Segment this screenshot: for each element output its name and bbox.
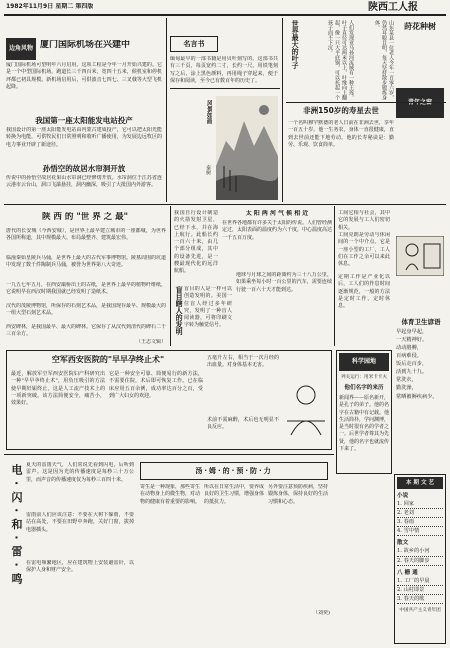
col3-vertical-title: 世界最大的叶子 bbox=[291, 20, 300, 69]
worker-text-1: 工间它相与社会，其中它的发展与工人们密切相关。 bbox=[338, 210, 390, 230]
list-item-text: 一天精神好。 bbox=[396, 337, 428, 344]
col4-badge bbox=[396, 88, 444, 118]
list-item-text: 早起身早起， bbox=[396, 329, 428, 335]
mid-divider-2 bbox=[334, 206, 335, 346]
toc-list-2 bbox=[397, 547, 443, 565]
hospital-illustration bbox=[283, 381, 329, 437]
col1-text-3: 传说中的孙悟空故居花果山水帘洞已经修缮开放。水帘洞位于江苏省连云港市云台山，洞口飞瀑悬挂，洞内幽深，吸引了大批国内外游客。 bbox=[6, 175, 162, 189]
list-item bbox=[396, 393, 448, 401]
mid-divider-1 bbox=[170, 206, 171, 346]
list-item bbox=[397, 586, 443, 595]
list-item bbox=[396, 384, 448, 392]
list-item-text: 4. 雪中情 bbox=[397, 528, 420, 535]
list-item-text: 勤洗澡， bbox=[396, 385, 417, 392]
col1-text-1: 厦门国际机场可望明年六月启用。这项工程是今年一月开始兴建的。它是一个中型国际机场，跑道长三千四百米，宽四十五米，候机室和停机坪都已初具规模。新机场启用后，可供波音七四七、三叉戟等大型飞机起降。 bbox=[6, 62, 162, 90]
top-section-rule bbox=[4, 204, 446, 205]
science-text: 新闻界——原名新开，是孔子的弟子。他的名字在古籍中有记载。他生活简朴，学问渊博，是当时很有名的学者之一。后世学者尊其为先贤，他的名字也就流传下来了。 bbox=[339, 395, 390, 452]
mid-text-3: 一九五七年五月，在西安灞桥出土的古纸，是世界上最早的植物纤维纸，它说明早在西汉时期我国就已经发明了造纸术。 bbox=[6, 282, 166, 296]
bottom-text-2: 雷雨前人们应该注意：不要在大树下躲雨，不要站在高处，不要在田野中奔跑，关好门窗，拔掉电器插头。 bbox=[26, 512, 134, 533]
list-item bbox=[396, 376, 448, 384]
mid-text-1: 唐代的长安城（今西安城），是世界上最早建立城市的一座都城，为世界各国所称道，其中规模最大、布局最整齐、建筑最宏伟。 bbox=[6, 228, 166, 242]
col4-headline: 非洲150岁的寿星去世 bbox=[303, 106, 379, 115]
bottom-boxed-title bbox=[140, 462, 328, 480]
col2-section-label: 名言书 bbox=[183, 40, 205, 48]
science-box bbox=[336, 350, 392, 474]
list-item bbox=[397, 595, 443, 604]
masthead-date: 1982年11月9日 星期二 第四版 bbox=[6, 3, 94, 10]
mid-text-5: 西安碑林，是我国最早、最大的碑林。它保存了从汉代到清代的碑石二千三百余方。 bbox=[6, 324, 166, 338]
toc-list-3 bbox=[397, 577, 443, 604]
list-item-text: 3. 春天的歌 bbox=[397, 595, 425, 602]
col1-text-2: 我国设计的第一座太阳能发电站由内蒙古建成投产，它可以把太阳光能转换为电能，可供牧民们日常照明和收听广播使用，为发展边远牧区的电力事业开辟了新途径。 bbox=[6, 127, 162, 148]
list-item-text: 常晒被褥疾病少。 bbox=[396, 393, 438, 400]
toc-list-1 bbox=[397, 500, 443, 536]
list-item bbox=[396, 344, 448, 352]
col4-vertical-text: 山东某县一位老人今年一百零六岁，仍然耳聪目明，每天坚持散步锻炼身体。 bbox=[374, 20, 394, 100]
col4-rule bbox=[286, 102, 446, 103]
toc-sport-list bbox=[396, 328, 448, 401]
bottom-text-4: 寄生是一种现象，那些寄生在动物身上的微生物，对动物的健康有着重要的影响。 bbox=[140, 484, 200, 505]
science-head: 他们名字的来历 bbox=[344, 385, 384, 391]
far-text: 地球与月球之间的距离约为三十八万公里，如果乘坐每小时一百公里的汽车，需要连续行驶一百六十天才能到达。 bbox=[236, 272, 332, 293]
bottom-signature: （刘奕) bbox=[313, 610, 330, 616]
col3-vertical-text: 人们发现亚马孙河流域有一种王莲，叶子直径可达两米以上，叶缘向上翻起，像一只大平底锅，可以托起一个孩子而不下沉。 bbox=[327, 20, 354, 100]
list-item bbox=[397, 500, 443, 509]
science-sub: 列关运行：用米卡卡夫 bbox=[341, 375, 387, 380]
mid-text-2: 临潼秦始皇陵兵马俑，是世界上最大的古代军事博物馆。陵墓周围的坑道中发现了数千件陶制兵马俑，被誉为世界第八大奇迹。 bbox=[6, 255, 166, 269]
list-item bbox=[396, 360, 448, 368]
col1-divider bbox=[166, 18, 167, 202]
col1-headline-3: 孙悟空的故居水帘洞开放 bbox=[42, 164, 126, 173]
list-item bbox=[397, 518, 443, 527]
landscape-illustration bbox=[216, 96, 278, 200]
toc-sec3: 八 栅 通 bbox=[397, 569, 418, 576]
landscape-caption: 风景如画 bbox=[205, 100, 213, 124]
bottom-text-6: 另外要注意预防疾病，坚持锻炼身体，保持良好的生活习惯和心态。 bbox=[268, 484, 328, 505]
col1-headline-1: 厦门国际机场在兴建中 bbox=[40, 40, 131, 50]
bottom-boxed-title-text: 汤·姆·的·预·防·力 bbox=[195, 467, 273, 475]
col2-section-box bbox=[170, 36, 218, 52]
list-item-text: 1. 回家 bbox=[397, 501, 414, 508]
science-badge: 科学园地 bbox=[339, 353, 389, 371]
hospital-text-1: 最近，解放军空军西安医院妇产科研究出一种"早早孕终止术"，用负压吸引的方法使早期妊娠终止，这是人工流产技术上的一项新突破。该方法简便安全，痛苦小，效果好。 bbox=[11, 371, 105, 406]
list-item bbox=[396, 328, 448, 336]
toc-sport-title: 体育卫生谚语 bbox=[401, 318, 441, 326]
list-item bbox=[396, 336, 448, 344]
bottom-section-rule bbox=[4, 454, 334, 455]
col4-text: 一个名叫穆罕默德的老人日前在非洲去世，享年一百五十岁。他一生务农，身体一直很健康，直到去世前还能下地劳动。他的长寿秘诀是：勤劳、乐观、饮食简单。 bbox=[288, 120, 394, 148]
list-item bbox=[396, 352, 448, 360]
mid-text-4: 汉代的茂陵博物馆，所保存的石刻艺术品，是我国现存最早、规模最大的一组大型石刻艺术品。 bbox=[6, 303, 166, 317]
list-item-text: 常洗衣， bbox=[396, 377, 417, 384]
list-item bbox=[397, 547, 443, 556]
list-item-text: 2. 老刘 bbox=[397, 510, 414, 517]
col1-badge: 边角风物 bbox=[6, 38, 36, 60]
bottom-text-1: 夏天的雷雨天气，人们常说先看到闪电，后听到雷声。这是因为光的传播速度是每秒三十万公里，而声音的传播速度仅为每秒三百四十米。 bbox=[26, 462, 134, 483]
list-item bbox=[397, 577, 443, 586]
toc-header: 本 期 文 艺 bbox=[397, 477, 443, 489]
worker-text-2: 工间克朗是劳动与休闲间的一个中介点。它是一座小型的工厂，工人们在工作之余可以来此休息。 bbox=[338, 232, 390, 267]
worker-illustration bbox=[396, 236, 444, 276]
hospital-title: 空军西安医院的"早早孕终止术" bbox=[51, 355, 165, 364]
yangbei-text: 我国自行设计制造的火箭发射卫星，已经下水，并在海上航行。此船长约一百六十米，由几个部分组成，其中的设备先进，是一艘最现代化的远洋航船。 bbox=[174, 210, 218, 274]
list-item-text: 动动胳膊， bbox=[396, 345, 422, 352]
list-item-text: 活到九十九。 bbox=[396, 369, 428, 376]
hospital-article-box bbox=[6, 350, 332, 450]
bottom-vertical-title: 电·闪·和·雷·鸣 bbox=[9, 464, 23, 590]
mid-title: 陕 西 的 "世 界 之 最" bbox=[41, 212, 129, 222]
blind-title: 盲目瞎人的发明 bbox=[175, 286, 184, 335]
col2-divider bbox=[282, 18, 283, 202]
list-item-text: 饭后走百步， bbox=[396, 361, 428, 368]
list-item bbox=[397, 527, 443, 536]
list-item-text: 百病难侵。 bbox=[396, 353, 422, 360]
worker-text-3: 定期工作是产业化以后，工人们的作息时间逐渐规范，一般的方法是定时工作，定时休息。 bbox=[338, 274, 390, 309]
mid-author: （王志文辑） bbox=[135, 339, 166, 345]
hospital-text-4: 术前不需麻醉，术后也无明显不良反应。 bbox=[207, 417, 279, 431]
list-item bbox=[397, 557, 443, 566]
col2-text: 缅甸最早的一部书籍是用贝叶刻写的。这部书共有三千页，每页宽约二寸，长约一尺。用铁笔刻写之后，涂上黑色颜料，再用绳子穿起来，便于保存和阅读，至今已有数百年的历史了。 bbox=[170, 56, 278, 84]
heat-title: 太 阳 两 河 气 候 相 近 bbox=[245, 210, 309, 217]
col4-title: 莳花种树 bbox=[404, 22, 436, 31]
masthead-rule bbox=[4, 14, 446, 16]
list-item-text: 2. 山村即景 bbox=[397, 586, 425, 593]
list-item bbox=[396, 368, 448, 376]
list-item-text: 1. 工厂的早晨 bbox=[397, 577, 430, 584]
list-item-text: 2. 春天的脚步 bbox=[397, 557, 430, 564]
landscape-author: 秦树 bbox=[205, 165, 211, 175]
list-item bbox=[397, 509, 443, 518]
col2-bottom-rule bbox=[170, 88, 280, 89]
bottom-text-3: 在雷电频繁地区，应在建筑物上安装避雷针，以保护人身和财产安全。 bbox=[26, 560, 134, 574]
bottom-text-5: 所以在日常生活中，要养成良好的卫生习惯，增强身体的抵抗力。 bbox=[204, 484, 264, 505]
toc-sec1: 小说 bbox=[397, 493, 409, 499]
blind-text: 盲目的人是一样可以创造发明的。美国一位盲人经过多年研究，发明了一种盲人阅读器，可将印刷文字转为触觉信号。 bbox=[184, 286, 232, 329]
col1-headline-2: 我国第一座太阳能发电站投产 bbox=[35, 116, 133, 125]
list-item-text: 1. 故乡的小河 bbox=[397, 548, 430, 555]
list-item-text: 3. 春雨 bbox=[397, 519, 414, 526]
heat-text: 在世界各地都有许多关于太阳的传说。人们曾经测定过，太阳表面的温度约为六千度，中心温度高达一千五百万度。 bbox=[222, 220, 332, 241]
hospital-text-3: 五毫升左右，相当于一次月经的出血量。对身体基本无害。 bbox=[207, 355, 279, 369]
toc-sec2: 散文 bbox=[397, 540, 409, 547]
hospital-text-2: 它是一种安全可靠、简便易行的新方法，不需要住院，术后即可恢复工作。已在临床应用五百余例，成功率达百分之百，受到广大妇女的欢迎。 bbox=[109, 371, 203, 399]
toc-panel bbox=[394, 474, 446, 644]
toc-footer: 中国共产主义青年团 bbox=[399, 607, 441, 613]
paper-name: 陕西工人报 bbox=[368, 2, 418, 13]
